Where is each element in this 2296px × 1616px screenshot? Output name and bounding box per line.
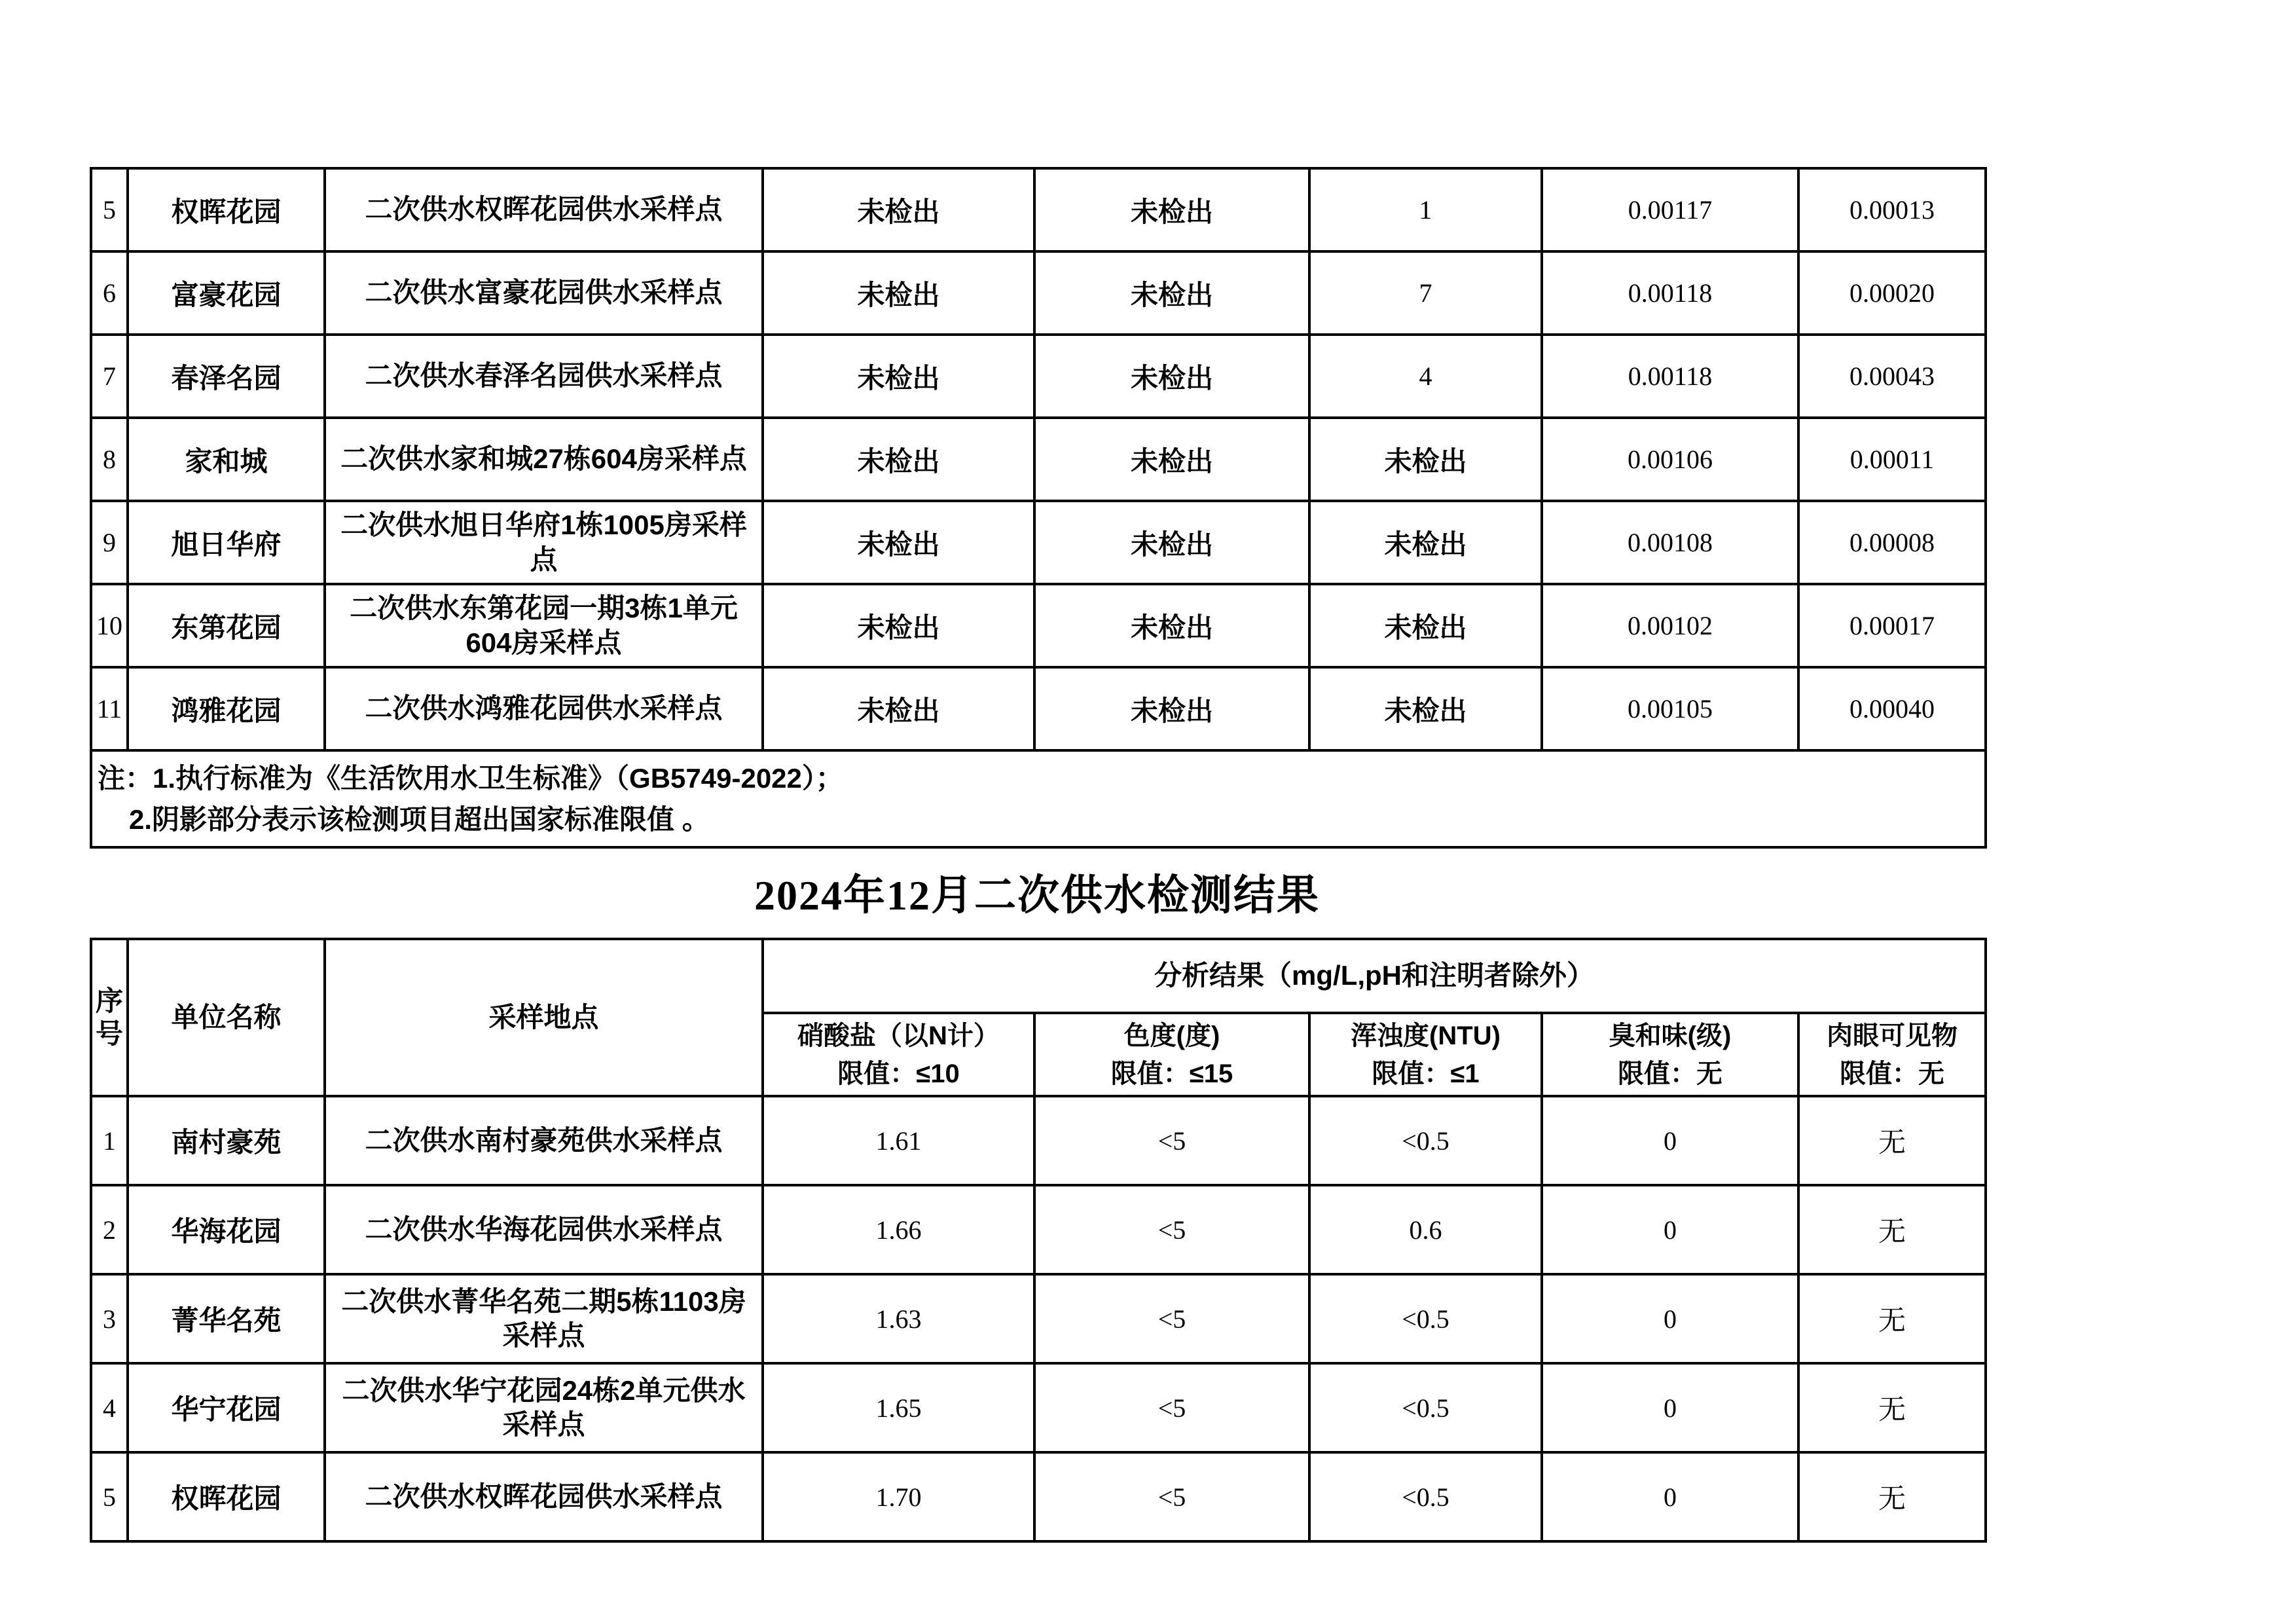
row-number: 7 [91,335,128,418]
value-cell: 未检出 [1034,168,1309,251]
table-row [91,501,1986,584]
parameter-name: 色度(度) [1123,1021,1220,1050]
value-cell: <0.5 [1309,1363,1542,1452]
value-cell: 未检出 [1034,251,1309,335]
sampling-location: 二次供水权晖花园供水采样点 [325,168,763,251]
value-cell: 1 [1309,168,1542,251]
results-table-body [91,168,1986,750]
results-table-december [90,938,1987,1543]
value-cell: 0.00017 [1798,584,1986,667]
value-cell: 0 [1542,1274,1798,1363]
value-cell: 0.6 [1309,1185,1542,1274]
value-cell: 0.00020 [1798,251,1986,335]
unit-name: 权晖花园 [128,1452,325,1541]
value-cell: 0.00013 [1798,168,1986,251]
value-cell: <5 [1034,1452,1309,1541]
sampling-location: 二次供水菁华名苑二期5栋1103房采样点 [325,1274,763,1363]
value-cell: 未检出 [763,418,1034,501]
value-cell: 1.63 [763,1274,1034,1363]
value-cell: 4 [1309,335,1542,418]
value-cell: 未检出 [1034,501,1309,584]
row-number: 6 [91,251,128,335]
row-number: 2 [91,1185,128,1274]
value-cell: <0.5 [1309,1096,1542,1185]
value-cell: 未检出 [763,335,1034,418]
row-number: 10 [91,584,128,667]
sampling-location: 二次供水旭日华府1栋1005房采样点 [325,501,763,584]
value-cell: 0.00043 [1798,335,1986,418]
note-line-1 [92,758,1984,799]
value-cell: <5 [1034,1185,1309,1274]
note-label: 注： [98,763,153,794]
row-number: 1 [91,1096,128,1185]
table-row [91,1096,1986,1185]
value-cell: 无 [1798,1452,1986,1541]
value-cell: 未检出 [1034,584,1309,667]
value-cell: 未检出 [763,501,1034,584]
value-cell: 未检出 [763,251,1034,335]
value-cell: 0.00117 [1542,168,1798,251]
unit-name: 春泽名园 [128,335,325,418]
results-table-header [91,939,1986,1096]
value-cell: 0 [1542,1096,1798,1185]
value-cell: 未检出 [763,168,1034,251]
table-row [91,335,1986,418]
sampling-location: 二次供水春泽名园供水采样点 [325,335,763,418]
unit-name: 菁华名苑 [128,1274,325,1363]
row-number: 9 [91,501,128,584]
unit-name: 鸿雅花园 [128,667,325,750]
parameter-name: 浑浊度(NTU) [1351,1021,1501,1050]
note-text-1: 1.执行标准为《生活饮用水卫生标准》（GB5749-2022）； [153,763,843,794]
value-cell: <5 [1034,1363,1309,1452]
value-cell: 0.00105 [1542,667,1798,750]
row-number: 8 [91,418,128,501]
value-cell: 1.66 [763,1185,1034,1274]
table-row [91,1452,1986,1541]
parameter-limit: 限值：≤10 [837,1059,960,1088]
unit-name: 华宁花园 [128,1363,325,1452]
table-row [91,251,1986,335]
parameter-limit: 限值：≤15 [1110,1059,1233,1088]
value-cell: 0 [1542,1363,1798,1452]
col-header-color [1034,1013,1309,1096]
unit-name: 南村豪苑 [128,1096,325,1185]
table-row [91,1274,1986,1363]
parameter-name: 硝酸盐（以N计） [797,1021,1000,1050]
value-cell: 未检出 [1034,418,1309,501]
value-cell: 未检出 [1309,418,1542,501]
value-cell: <0.5 [1309,1274,1542,1363]
value-cell: 0 [1542,1452,1798,1541]
value-cell: 0 [1542,1185,1798,1274]
value-cell: <5 [1034,1096,1309,1185]
note-line-2 [92,799,1984,840]
value-cell: 0.00108 [1542,501,1798,584]
table-note [91,750,1986,847]
value-cell: 0.00008 [1798,501,1986,584]
col-header-unit-name: 单位名称 [128,939,325,1096]
page-title: 2024年12月二次供水检测结果 [754,872,1320,919]
sampling-location: 二次供水华宁花园24栋2单元供水采样点 [325,1363,763,1452]
results-table-body [91,1096,1986,1541]
row-number: 11 [91,667,128,750]
value-cell: 0.00040 [1798,667,1986,750]
col-header-odor-taste [1542,1013,1798,1096]
value-cell: <0.5 [1309,1452,1542,1541]
sampling-location: 二次供水华海花园供水采样点 [325,1185,763,1274]
value-cell: 未检出 [1309,667,1542,750]
parameter-name: 臭和味(级) [1609,1021,1732,1050]
note-text-2: 2.阴影部分表示该检测项目超出国家标准限值 。 [129,804,710,835]
row-number: 4 [91,1363,128,1452]
col-header-nitrate [763,1013,1034,1096]
col-header-analysis-results: 分析结果（mg/L,pH和注明者除外） [763,939,1986,1013]
sampling-location: 二次供水南村豪苑供水采样点 [325,1096,763,1185]
table-row [91,667,1986,750]
row-number: 3 [91,1274,128,1363]
table-row [91,1185,1986,1274]
value-cell: 未检出 [1034,335,1309,418]
unit-name: 旭日华府 [128,501,325,584]
value-cell: 未检出 [1309,501,1542,584]
sampling-location: 二次供水鸿雅花园供水采样点 [325,667,763,750]
parameter-limit: 限值：无 [1618,1059,1722,1088]
table-row [91,584,1986,667]
value-cell: 无 [1798,1363,1986,1452]
value-cell: 7 [1309,251,1542,335]
value-cell: 未检出 [1034,667,1309,750]
value-cell: 0.00011 [1798,418,1986,501]
value-cell: 0.00106 [1542,418,1798,501]
table-row [91,1363,1986,1452]
unit-name: 华海花园 [128,1185,325,1274]
results-table-continued [90,167,1987,849]
sampling-location: 二次供水东第花园一期3栋1单元604房采样点 [325,584,763,667]
unit-name: 东第花园 [128,584,325,667]
unit-name: 富豪花园 [128,251,325,335]
parameter-name: 肉眼可见物 [1827,1021,1958,1050]
value-cell: 1.65 [763,1363,1034,1452]
parameter-limit: 限值：≤1 [1372,1059,1480,1088]
value-cell: 未检出 [763,584,1034,667]
value-cell: 0.00118 [1542,335,1798,418]
note-section [91,750,1986,847]
col-header-no: 序号 [91,939,128,1096]
value-cell: 无 [1798,1185,1986,1274]
unit-name: 权晖花园 [128,168,325,251]
table-note-row [91,750,1986,847]
value-cell: 未检出 [1309,584,1542,667]
value-cell: 0.00102 [1542,584,1798,667]
sampling-location: 二次供水家和城27栋604房采样点 [325,418,763,501]
table-row [91,168,1986,251]
value-cell: 1.70 [763,1452,1034,1541]
value-cell: <5 [1034,1274,1309,1363]
unit-name: 家和城 [128,418,325,501]
header-row-top [91,939,1986,1013]
parameter-limit: 限值：无 [1840,1059,1945,1088]
value-cell: 未检出 [763,667,1034,750]
col-header-sampling-location: 采样地点 [325,939,763,1096]
col-header-turbidity [1309,1013,1542,1096]
value-cell: 1.61 [763,1096,1034,1185]
row-number: 5 [91,1452,128,1541]
value-cell: 0.00118 [1542,251,1798,335]
col-header-visible-matter [1798,1013,1986,1096]
row-number: 5 [91,168,128,251]
table-row [91,418,1986,501]
value-cell: 无 [1798,1096,1986,1185]
sampling-location: 二次供水富豪花园供水采样点 [325,251,763,335]
value-cell: 无 [1798,1274,1986,1363]
sampling-location: 二次供水权晖花园供水采样点 [325,1452,763,1541]
